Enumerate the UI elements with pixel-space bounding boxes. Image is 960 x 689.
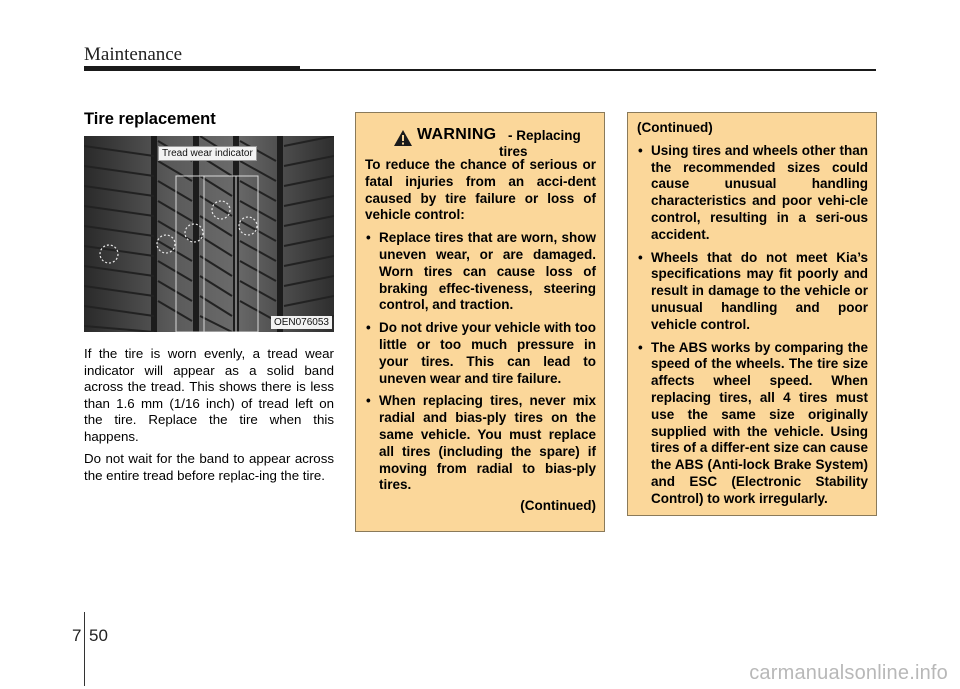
- continued-list: [637, 143, 868, 508]
- warning-list: [365, 230, 596, 494]
- footer-divider: [84, 612, 85, 686]
- watermark-text: carmanualsonline.info: [749, 662, 948, 684]
- continued-list-item: • The ABS works by comparing the speed of the wheels. The tire size affects wheel speed. When replacing tires, all 4 tires must use the same size originally supplied with the vehicle. Using tires of a differ-ent size can cause the ABS (Anti-lock Brake System) and ESC (Electronic Stability Control) to work irregularly.: [637, 340, 868, 508]
- header-bar-dark: [84, 66, 300, 71]
- warning-body: [365, 157, 596, 515]
- warning-subtitle: - Replacing: [508, 128, 581, 143]
- photo-callout-label: Tread wear indicator: [158, 146, 257, 161]
- header-rule: [300, 69, 876, 71]
- continued-heading: (Continued): [637, 120, 713, 135]
- warning-continued: (Continued): [520, 498, 596, 514]
- continued-body: [637, 120, 868, 508]
- warning-box: [355, 112, 605, 532]
- warning-subtitle-line2: tires: [499, 144, 528, 159]
- continued-list-item: • Using tires and wheels other than the recommended sizes could cause unusual handling characteristics and poor vehi-cle control, resulting in a seri-ous accident.: [637, 143, 868, 244]
- warning-word: WARNING: [417, 126, 497, 143]
- warning-list-item: • Replace tires that are worn, show uneven wear, or are damaged. Worn tires can cause loss of braking effec-tiveness, steering control, and traction.: [365, 230, 596, 314]
- photo-reference-code: OEN076053: [271, 316, 332, 329]
- continued-list-item: • Wheels that do not meet Kia’s specifications may fit poorly and result in damage to the vehicle or unusual handling and poor vehicle control.: [637, 250, 868, 334]
- body-paragraph: Do not wait for the band to appear across the entire tread before replac-ing the tire.: [84, 451, 334, 483]
- warning-list-item: • When replacing tires, never mix radial and bias-ply tires on the same vehicle. You must replace all tires (including the spare) if moving from radial to bias-ply tires.: [365, 393, 596, 494]
- page-header-title: Maintenance: [84, 44, 183, 65]
- warning-triangle-icon: [393, 129, 413, 147]
- warning-list-item: • Do not drive your vehicle with too little or too much pressure in your tires. This can lead to uneven wear and tire failure.: [365, 320, 596, 387]
- tire-tread-photo: [84, 136, 334, 332]
- section-title: Tire replacement: [84, 110, 216, 128]
- body-paragraph: If the tire is worn evenly, a tread wear indicator will appear as a solid band across the tread. This shows there is less than 1.6 mm (1/16 inch) of tread left on the tire. Replace the tire when this happens.: [84, 346, 334, 444]
- warning-continued-box: [627, 112, 877, 516]
- body-text: [84, 346, 334, 490]
- warning-heading: [365, 121, 596, 157]
- page-number: 50: [89, 626, 108, 645]
- tire-tread-illustration: [84, 136, 334, 332]
- chapter-number: 7: [72, 626, 82, 645]
- warning-intro: To reduce the chance of serious or fatal injuries from an acci-dent caused by tire failure or loss of vehicle control:: [365, 157, 596, 223]
